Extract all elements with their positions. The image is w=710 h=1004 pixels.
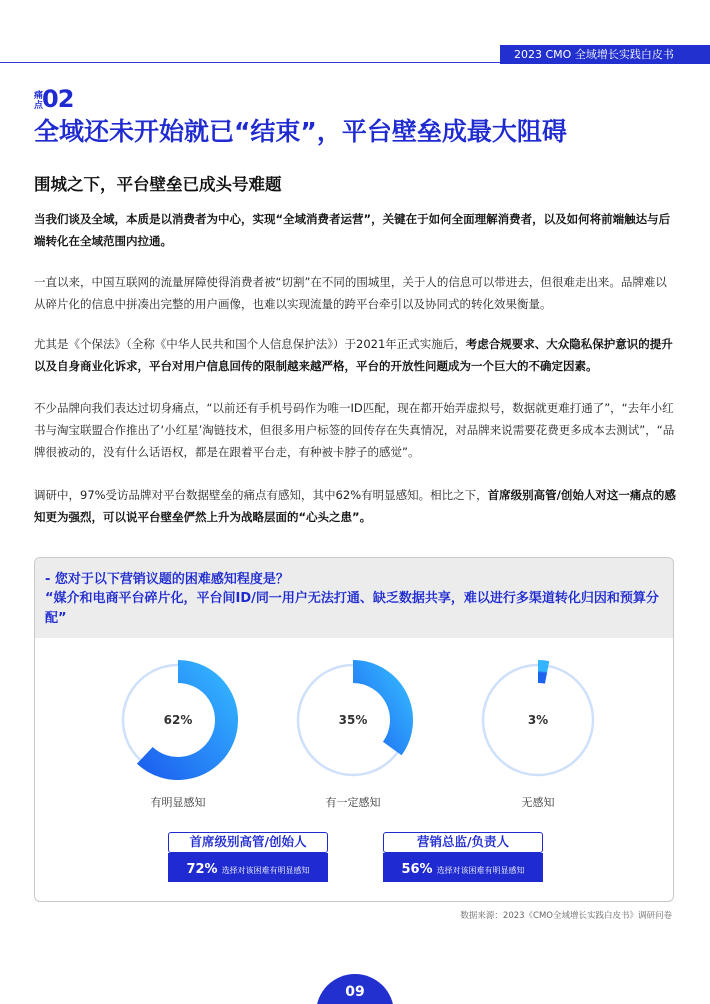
paragraph-4: 不少品牌向我们表达过切身痛点，“以前还有手机号码作为唯一ID匹配，现在都开始弄虚拟号，数据就更难打通了”，“去年小红书与淘宝联盟合作推出了‘小红星’淘链技术，但很多用户标签的回传存在失真情况，对品牌来说需要花费更多成本去测试”，“品牌很被动的，没有什么话语权，都是在跟着平台走，有种被卡脖子的感觉”。	[34, 401, 675, 459]
donut-chart-2	[293, 660, 413, 780]
group-percent: 56%	[401, 862, 433, 877]
group-title: 首席级别高管/创始人	[168, 832, 328, 853]
group-desc: 选择对该困难有明显感知	[436, 866, 525, 875]
paragraph-3-text: 尤其是《个保法》（全称《中华人民共和国个人信息保护法》）于2021年正式实施后，	[34, 337, 466, 351]
donut-chart-3	[478, 660, 598, 780]
header-rule	[0, 62, 500, 63]
survey-quote: “媒介和电商平台碎片化，平台间ID/同一用户无法打通、缺乏数据共享，难以进行多渠道转化归因和预算分配”	[45, 591, 659, 626]
group-card-executives	[168, 832, 328, 884]
paragraph-5	[34, 484, 678, 528]
donut-value-label-3: 3%	[527, 713, 549, 727]
paragraph-1	[34, 208, 678, 252]
page-title: 全域还未开始就已“结束”，平台壁垒成最大阻碍	[34, 117, 567, 146]
donut-value-label-2: 35%	[338, 713, 368, 727]
header-tag: 2023 CMO 全域增长实践白皮书	[500, 45, 710, 64]
donut-value-label-1: 62%	[163, 713, 193, 727]
survey-header	[35, 558, 673, 638]
paragraph-5-emphasis: 首席级别高管/创始人对这一痛点的感知更为强烈，可以说平台壁垒俨然上升为战略层面的“心头之患”。	[34, 488, 676, 524]
data-source: 数据来源：2023《CMO全域增长实践白皮书》调研问卷	[460, 911, 672, 921]
paragraph-5-text: 调研中，97%受访品牌对平台数据壁垒的痛点有感知，其中62%有明显感知。相比之下，	[34, 488, 488, 502]
group-desc: 选择对该困难有明显感知	[221, 866, 310, 875]
paragraph-3-emphasis: 考虑合规要求、大众隐私保护意识的提升以及自身商业化诉求，平台对用户信息回传的限制越来越严格，平台的开放性问题成为一个巨大的不确定因素。	[34, 337, 673, 373]
group-stat	[168, 853, 328, 882]
donut-label-3: 无感知	[521, 796, 555, 809]
group-card-marketing-directors	[383, 832, 543, 884]
donut-label-1: 有明显感知	[150, 796, 206, 809]
group-title: 营销总监/负责人	[383, 832, 543, 853]
paragraph-1-text: 当我们谈及全域，本质是以消费者为中心，实现“全域消费者运营”，关键在于如何全面理解消费者，以及如何将前端触达与后端转化在全域范围内拉通。	[34, 212, 671, 248]
donut-slice-3	[538, 672, 547, 673]
group-percent: 72%	[186, 862, 218, 877]
pain-label: 痛点	[34, 91, 44, 111]
section-subtitle: 围城之下，平台壁垒已成头号难题	[34, 175, 282, 194]
donut-chart-1	[118, 660, 238, 780]
group-stat	[383, 853, 543, 882]
donut-label-2: 有一定感知	[325, 796, 381, 809]
donut-slice-2	[353, 672, 402, 749]
paragraph-3	[34, 333, 678, 377]
pain-number: 02	[42, 85, 74, 113]
survey-question: - 您对于以下营销议题的困难感知程度是？	[45, 572, 289, 587]
paragraph-2: 一直以来，中国互联网的流量屏障使得消费者被“切割”在不同的围城里，关于人的信息可以带进去，但很难走出来。品牌难以从碎片化的信息中拼凑出完整的用户画像，也难以实现流量的跨平台牵引以及协同式的转化效果衡量。	[34, 275, 667, 311]
page-number: 09	[316, 974, 394, 1004]
